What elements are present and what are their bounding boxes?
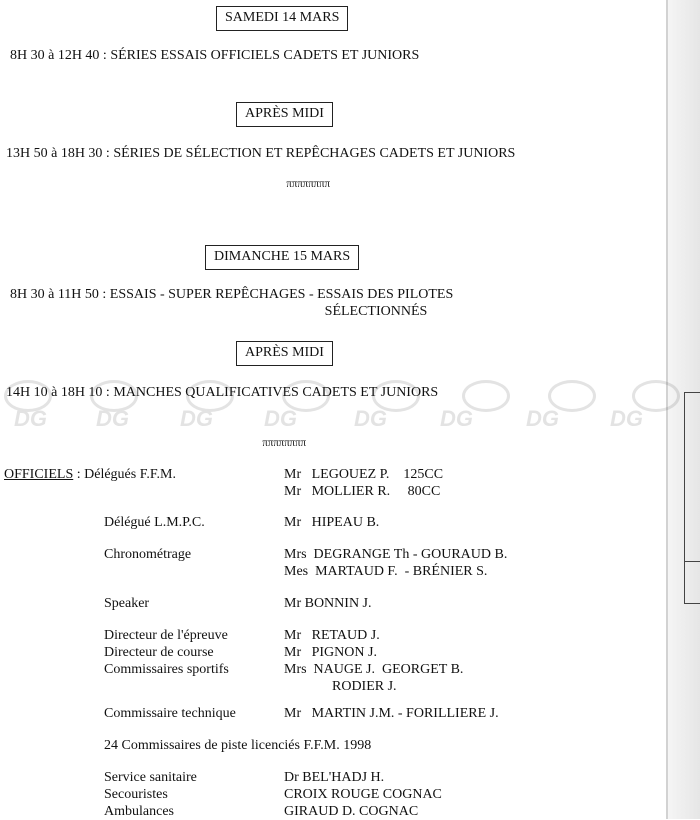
watermark-face-icon bbox=[462, 380, 510, 412]
gutter-bracket bbox=[684, 392, 700, 604]
gutter-edge bbox=[666, 0, 668, 819]
role-delegues-ffm: Délégués F.F.M. bbox=[84, 467, 176, 482]
commissaires-sportifs-person: Mrs NAUGE J. GEORGET B. bbox=[284, 662, 464, 677]
sunday-afternoon-schedule: 14H 10 à 18H 10 : MANCHES QUALIFICATIVES CADETS ET JUNIORS bbox=[6, 385, 439, 400]
service-sanitaire-person: Dr BEL'HADJ H. bbox=[284, 770, 385, 785]
saturday-morning-schedule: 8H 30 à 12H 40 : SÉRIES ESSAIS OFFICIELS CADETS ET JUNIORS bbox=[10, 48, 420, 63]
officials-title: OFFICIELS bbox=[4, 467, 74, 482]
chronometrage-person-1: Mrs DEGRANGE Th - GOURAUD B. bbox=[284, 547, 508, 562]
commissaires-piste: 24 Commissaires de piste licenciés F.F.M. 1998 bbox=[104, 738, 372, 753]
directeur-course-person: Mr PIGNON J. bbox=[284, 645, 377, 660]
role-delegue-lmpc: Délégué L.M.P.C. bbox=[104, 515, 205, 530]
role-secouristes: Secouristes bbox=[104, 787, 168, 802]
role-chronometrage: Chronométrage bbox=[104, 547, 192, 562]
role-directeur-course: Directeur de course bbox=[104, 645, 214, 660]
sunday-morning-schedule-cont: SÉLECTIONNÉS bbox=[324, 304, 428, 319]
role-directeur-epreuve: Directeur de l'épreuve bbox=[104, 628, 228, 643]
role-speaker: Speaker bbox=[104, 596, 150, 611]
sunday-header: DIMANCHE 15 MARS bbox=[205, 245, 359, 270]
role-ambulances: Ambulances bbox=[104, 804, 174, 819]
directeur-epreuve-person: Mr RETAUD J. bbox=[284, 628, 380, 643]
watermark-mark: DG bbox=[354, 406, 387, 431]
role-service-sanitaire: Service sanitaire bbox=[104, 770, 197, 785]
commissaires-sportifs-person-2: RODIER J. bbox=[332, 679, 397, 694]
sunday-afternoon-header: APRÈS MIDI bbox=[236, 341, 333, 366]
gutter-bracket-divider bbox=[685, 561, 700, 562]
watermark-mark: DG bbox=[180, 406, 213, 431]
saturday-afternoon-header: APRÈS MIDI bbox=[236, 102, 333, 127]
commissaire-technique-person: Mr MARTIN J.M. - FORILLIERE J. bbox=[284, 706, 499, 721]
sunday-morning-schedule: 8H 30 à 11H 50 : ESSAIS - SUPER REPÊCHAGES - ESSAIS DES PILOTES bbox=[10, 287, 454, 302]
watermark-mark: DG bbox=[440, 406, 473, 431]
watermark-mark: DG bbox=[14, 406, 47, 431]
delegue-ffm-1: Mr LEGOUEZ P. 125CC bbox=[284, 467, 444, 482]
watermark-mark: DG bbox=[526, 406, 559, 431]
chronometrage-person-2: Mes MARTAUD F. - BRÉNIER S. bbox=[284, 564, 488, 579]
watermark-mark: DG bbox=[610, 406, 643, 431]
role-commissaire-technique: Commissaire technique bbox=[104, 706, 236, 721]
saturday-afternoon-schedule: 13H 50 à 18H 30 : SÉRIES DE SÉLECTION ET REPÊCHAGES CADETS ET JUNIORS bbox=[6, 146, 516, 161]
delegue-ffm-2: Mr MOLLIER R. 80CC bbox=[284, 484, 441, 499]
role-commissaires-sportifs: Commissaires sportifs bbox=[104, 662, 229, 677]
ambulances-org: GIRAUD D. COGNAC bbox=[284, 804, 419, 819]
officials-heading bbox=[4, 466, 176, 483]
binding-gutter bbox=[666, 0, 700, 819]
watermark-face-icon bbox=[548, 380, 596, 412]
ornament-divider: ππππππππ bbox=[262, 435, 307, 449]
saturday-header: SAMEDI 14 MARS bbox=[216, 6, 348, 31]
secouristes-org: CROIX ROUGE COGNAC bbox=[284, 787, 442, 802]
ornament-divider: ππππππππ bbox=[286, 176, 331, 190]
watermark-mark: DG bbox=[264, 406, 297, 431]
watermark-mark: DG bbox=[96, 406, 129, 431]
officials-separator: : bbox=[73, 467, 85, 482]
speaker-person: Mr BONNIN J. bbox=[284, 596, 372, 611]
delegue-lmpc-person: Mr HIPEAU B. bbox=[284, 515, 380, 530]
